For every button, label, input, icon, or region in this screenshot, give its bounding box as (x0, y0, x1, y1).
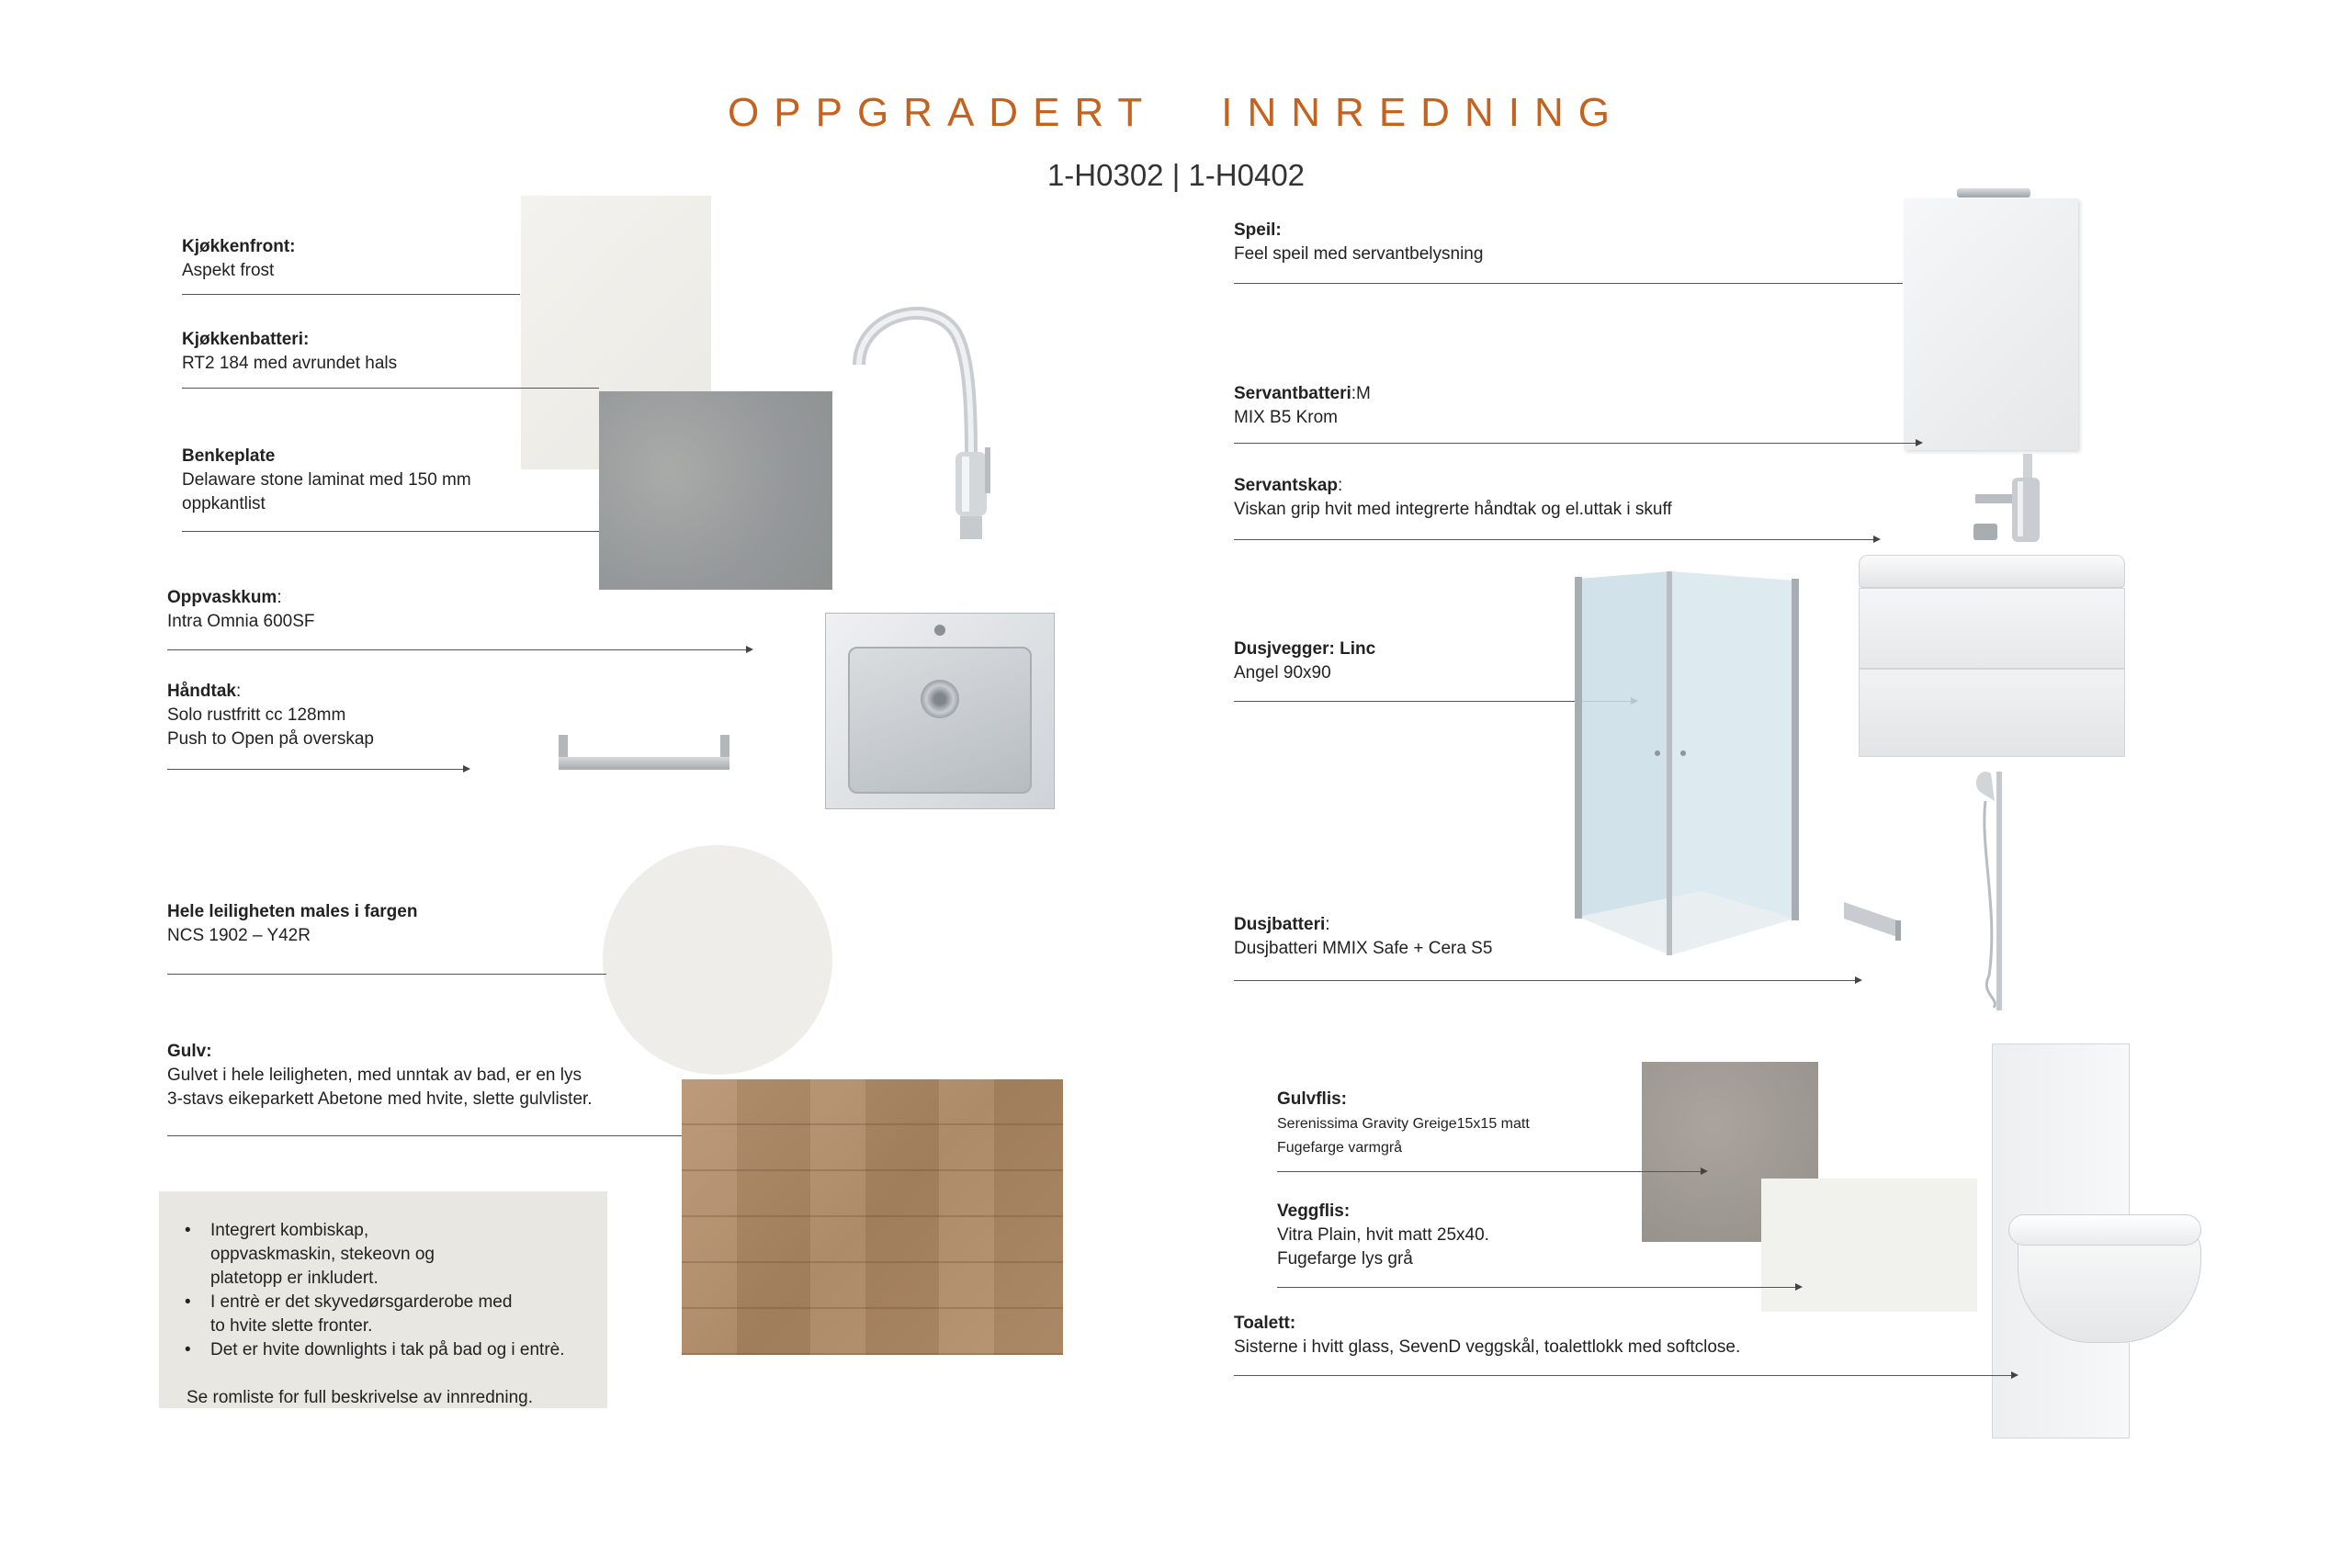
sink-image (825, 613, 1055, 809)
paint-color-swatch (603, 845, 832, 1075)
pointer-arrow (1234, 1375, 2017, 1376)
wall-tile-label: Veggflis: Vitra Plain, hvit matt 25x40. Fugefarge lys grå (1277, 1201, 1489, 1269)
handle-image (559, 735, 729, 770)
divider-line (167, 974, 606, 975)
sink-label: Oppvaskkum: Intra Omnia 600SF (167, 588, 315, 631)
pointer-arrow (1234, 539, 1879, 540)
kitchen-front-label: Kjøkkenfront: Aspekt frost (182, 237, 296, 280)
toilet-image (1973, 1021, 2223, 1444)
wall-tile-swatch (1761, 1179, 1977, 1312)
pointer-arrow (167, 649, 752, 650)
pointer-arrow (1277, 1287, 1801, 1288)
pointer-arrow (1234, 980, 1860, 981)
shower-faucet-image (1842, 764, 2026, 1012)
basin-faucet-image (1966, 450, 2067, 551)
divider-line (167, 1135, 682, 1136)
parquet-swatch (682, 1079, 1063, 1355)
basin-faucet-label: Servantbatteri:M MIX B5 Krom (1234, 384, 1371, 427)
mirror-light (1957, 188, 2030, 197)
note-footer: Se romliste for full beskrivelse av innredning. (187, 1388, 534, 1407)
shower-walls-image (1573, 570, 1801, 960)
divider-line (182, 531, 599, 532)
floor-tile-label: Gulvflis: Serenissima Gravity Greige15x15 matt Fugefarge varmgrå (1277, 1089, 1530, 1156)
divider-line (182, 294, 520, 295)
countertop-swatch (599, 391, 832, 590)
mirror-label: Speil: Feel speil med servantbelysning (1234, 220, 1484, 264)
list-item: • I entrè er det skyvedørsgarderobe med to hvite slette fronter. (185, 1292, 513, 1336)
list-item: • Det er hvite downlights i tak på bad og i entrè. (185, 1340, 565, 1359)
countertop-label: Benkeplate Delaware stone laminat med 150 mm oppkantlist (182, 446, 471, 513)
mirror-image (1904, 198, 2078, 450)
paint-label: Hele leiligheten males i fargen NCS 1902 – Y42R (167, 902, 418, 945)
pointer-arrow (1277, 1171, 1706, 1172)
apartment-ids: 1-H0302 | 1-H0402 (1046, 158, 1306, 192)
kitchen-faucet-image (850, 296, 1043, 544)
shower-walls-label: Dusjvegger: Linc Angel 90x90 (1234, 639, 1376, 682)
handle-label: Håndtak: Solo rustfritt cc 128mm Push to Open på overskap (167, 682, 374, 749)
pointer-arrow (1234, 443, 1921, 444)
pointer-arrow (167, 769, 469, 770)
divider-line (1234, 283, 1903, 284)
vanity-image (1859, 555, 2125, 757)
kitchen-faucet-label: Kjøkkenbatteri: RT2 184 med avrundet hals (182, 330, 398, 373)
toilet-label: Toalett: Sisterne i hvitt glass, SevenD veggskål, toalettlokk med softclose. (1234, 1314, 1741, 1357)
list-item: • Integrert kombiskap, oppvaskmaskin, stekeovn og platetopp er inkludert. (185, 1221, 435, 1288)
shower-faucet-label: Dusjbatteri: Dusjbatteri MMIX Safe + Cera S5 (1234, 915, 1493, 958)
info-note-box (159, 1191, 607, 1408)
vanity-label: Servantskap: Viskan grip hvit med integrerte håndtak og el.uttak i skuff (1234, 476, 1672, 519)
divider-line (182, 388, 599, 389)
page-title: OPPGRADERT INNREDNING (728, 90, 1624, 135)
floor-label: Gulv: Gulvet i hele leiligheten, med unntak av bad, er en lys 3-stavs eikeparkett Abetone med hvite, slette gulvlister. (167, 1042, 593, 1109)
